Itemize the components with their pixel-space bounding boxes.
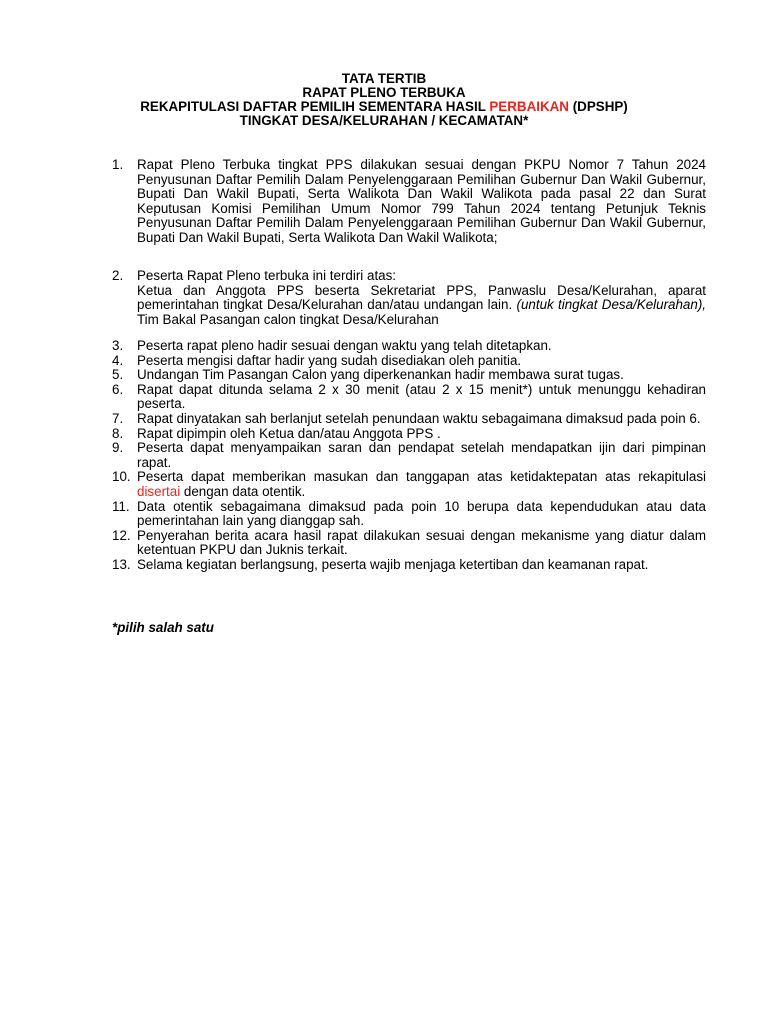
item-number: 9. bbox=[112, 440, 124, 456]
item-number: 8. bbox=[112, 425, 124, 441]
item-number: 6. bbox=[112, 381, 124, 397]
title-line-3-prefix: REKAPITULASI DAFTAR PEMILIH SEMENTARA HASIL bbox=[140, 99, 490, 114]
item-number: 10. bbox=[112, 469, 131, 485]
item-text: Peserta dapat menyampaikan saran dan pendapat setelah mendapatkan ijin dari pimpinan rapat. bbox=[137, 440, 706, 470]
item-number: 11. bbox=[112, 498, 130, 514]
footnote: *pilih salah satu bbox=[112, 620, 214, 635]
item-text: Data otentik sebagaimana dimaksud pada poin 10 berupa data kependudukan atau data pemerintahan lain yang dianggap sah. bbox=[137, 498, 706, 529]
item-number: 3. bbox=[112, 338, 124, 353]
list-item bbox=[112, 269, 706, 327]
rules-list-part-3 bbox=[112, 339, 706, 573]
item-text: Peserta rapat pleno hadir sesuai dengan waktu yang telah ditetapkan. bbox=[137, 338, 552, 353]
item-text: Rapat dapat ditunda selama 2 x 30 menit (atau 2 x 15 menit*) untuk menunggu kehadiran peserta. bbox=[137, 381, 706, 412]
item-text: Selama kegiatan berlangsung, peserta wajib menjaga ketertiban dan keamanan rapat. bbox=[137, 556, 649, 572]
title-line-2: RAPAT PLENO TERBUKA bbox=[302, 85, 466, 100]
list-item bbox=[112, 441, 706, 470]
list-item bbox=[112, 354, 706, 369]
list-item bbox=[112, 158, 706, 246]
title-line-3-suffix: (DPSHP) bbox=[568, 99, 628, 114]
item-number: 13. bbox=[112, 556, 131, 572]
item-text bbox=[137, 469, 706, 499]
list-item bbox=[112, 412, 706, 427]
item-number: 4. bbox=[112, 352, 124, 368]
participants-italic-note: (untuk tingkat Desa/Kelurahan), bbox=[516, 297, 706, 313]
list-item bbox=[112, 368, 706, 383]
item-text: Undangan Tim Pasangan Calon yang diperkenankan hadir membawa surat tugas. bbox=[137, 367, 624, 383]
list-item bbox=[112, 383, 706, 412]
item-text: Rapat Pleno Terbuka tingkat PPS dilakukan sesuai dengan PKPU Nomor 7 Tahun 2024 Penyusunan Daftar Pemilih Dalam Penyelenggaraan Pemilihan Gubernur Dan Wakil Gubernur, Bupati Dan Wakil Bupati, Serta Walikota Dan Wakil Walikota pada pasal 22 dan Surat Keputusan Komisi Pemilihan Umum Nomor 799 Tahun 2024 tentang Petunjuk Teknis Penyusunan Daftar Pemilih Dalam Penyelenggaraan Pemilihan Gubernur Dan Wakil Gubernur, Bupati Dan Wakil Bupati, Serta Walikota Dan Wakil Walikota; bbox=[137, 157, 706, 245]
list-item bbox=[112, 500, 706, 529]
participants-text: Ketua dan Anggota PPS beserta Sekretariat PPS, Panwaslu Desa/Kelurahan, aparat pemerintahan tingkat Desa/Kelurahan dan/atau undangan lain. bbox=[137, 282, 706, 313]
item-number: 12. bbox=[112, 527, 131, 543]
title-line-4: TINGKAT DESA/KELURAHAN / KECAMATAN* bbox=[239, 113, 529, 128]
item-text: Peserta mengisi daftar hadir yang sudah disediakan oleh panitia. bbox=[137, 352, 522, 368]
document-title bbox=[0, 72, 768, 128]
list-item bbox=[112, 558, 706, 573]
rules-list-part-1 bbox=[112, 158, 706, 246]
highlight-disertai: disertai bbox=[137, 483, 181, 499]
item-number: 5. bbox=[112, 367, 124, 383]
item-text-intro: Peserta Rapat Pleno terbuka ini terdiri atas: bbox=[137, 268, 397, 283]
list-item bbox=[112, 529, 706, 558]
item-text-start: Peserta dapat memberikan masukan dan tanggapan atas ketidaktepatan atas rekapitulasi bbox=[137, 469, 706, 485]
participants-text-end: Tim Bakal Pasangan calon tingkat Desa/Kelurahan bbox=[137, 311, 439, 327]
item-text: Rapat dipimpin oleh Ketua dan/atau Anggota PPS . bbox=[137, 425, 441, 441]
title-line-1: TATA TERTIB bbox=[341, 71, 427, 86]
title-line-3 bbox=[0, 100, 768, 114]
title-highlight-perbaikan: PERBAIKAN bbox=[489, 99, 569, 114]
item-text: Penyerahan berita acara hasil rapat dilakukan sesuai dengan mekanisme yang diatur dalam ketentuan PKPU dan Juknis terkait. bbox=[137, 527, 706, 558]
list-item bbox=[112, 470, 706, 499]
item-text-end: dengan data otentik. bbox=[180, 483, 306, 499]
item-text: Rapat dinyatakan sah berlanjut setelah penundaan waktu sebagaimana dimaksud pada poin 6. bbox=[137, 410, 701, 426]
item-number: 1. bbox=[112, 157, 124, 172]
item-text-participants bbox=[137, 284, 706, 328]
list-item bbox=[112, 427, 706, 442]
item-number: 2. bbox=[112, 268, 124, 283]
rules-list-part-2 bbox=[112, 269, 706, 327]
item-number: 7. bbox=[112, 410, 124, 426]
list-item bbox=[112, 339, 706, 354]
